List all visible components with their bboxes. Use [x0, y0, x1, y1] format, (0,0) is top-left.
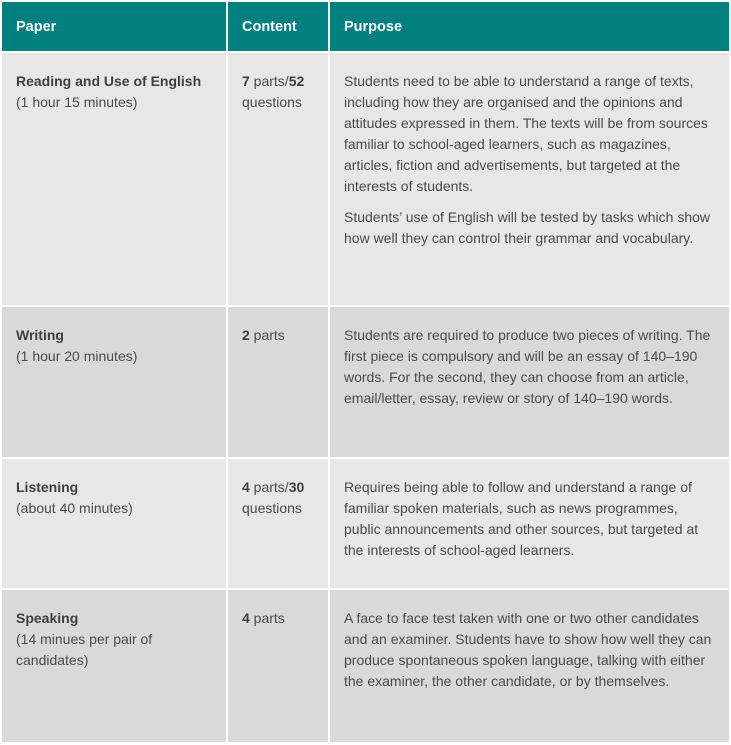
- purpose-cell: [330, 53, 729, 307]
- parts-count: 4: [242, 610, 250, 626]
- header-paper: Paper: [2, 2, 228, 53]
- paper-duration: (1 hour 20 minutes): [16, 348, 138, 364]
- parts-label: parts/: [249, 73, 289, 89]
- parts-count: 7: [242, 73, 250, 89]
- header-purpose: Purpose: [330, 2, 729, 53]
- questions-label: questions: [242, 94, 302, 110]
- purpose-cell: [330, 590, 729, 744]
- table-header: [2, 2, 729, 53]
- purpose-cell: [330, 459, 729, 590]
- purpose-paragraph: A face to face test taken with one or two other candidates and an examiner. Students have to show how well they can produce spontaneous spoken language, talking with either the examiner, the other candidate, or by themselves.: [344, 610, 712, 689]
- table-row-listening: [2, 459, 729, 590]
- parts-count: 4: [242, 479, 250, 495]
- content-cell: [228, 459, 330, 590]
- parts-label: parts: [249, 327, 285, 343]
- paper-cell: [2, 459, 228, 590]
- paper-cell: [2, 307, 228, 459]
- purpose-paragraph: Students need to be able to understand a range of texts, including how they are organised and the opinions and attitudes expressed in them. The texts will be from sources familiar to school-aged learners, such as magazines, articles, fiction and advertisements, but targeted at the interests of students.: [344, 73, 708, 194]
- content-cell: [228, 590, 330, 744]
- parts-label: parts: [249, 610, 285, 626]
- paper-name: Reading and Use of English: [16, 73, 202, 89]
- questions-count: 52: [288, 73, 305, 89]
- paper-duration: (14 minues per pair of candidates): [16, 631, 153, 668]
- paper-name: Writing: [16, 327, 64, 343]
- questions-count: 30: [288, 479, 305, 495]
- purpose-paragraph: Requires being able to follow and understand a range of familiar spoken materials, such as news programmes, public announcements and other sources, but targeted at the interests of school-aged learners.: [344, 479, 699, 558]
- content-cell: [228, 53, 330, 307]
- header-row: [2, 2, 729, 53]
- purpose-paragraph: Students are required to produce two pieces of writing. The first piece is compulsory and will be an essay of 140–190 words. For the second, they can choose from an article, email/letter, essay, review or story of 140–190 words.: [344, 327, 711, 406]
- paper-duration: (about 40 minutes): [16, 500, 133, 516]
- table-row-writing: [2, 307, 729, 459]
- header-content: Content: [228, 2, 330, 53]
- paper-cell: [2, 590, 228, 744]
- parts-label: parts/: [249, 479, 289, 495]
- exam-papers-table: [2, 2, 729, 744]
- purpose-cell: [330, 307, 729, 459]
- parts-count: 2: [242, 327, 250, 343]
- content-cell: [228, 307, 330, 459]
- paper-name: Listening: [16, 479, 79, 495]
- paper-duration: (1 hour 15 minutes): [16, 94, 138, 110]
- purpose-paragraph: Students’ use of English will be tested by tasks which show how well they can control their grammar and vocabulary.: [344, 209, 711, 246]
- paper-name: Speaking: [16, 610, 79, 626]
- table-row-speaking: [2, 590, 729, 744]
- paper-cell: [2, 53, 228, 307]
- table-row-reading: [2, 53, 729, 307]
- questions-label: questions: [242, 500, 302, 516]
